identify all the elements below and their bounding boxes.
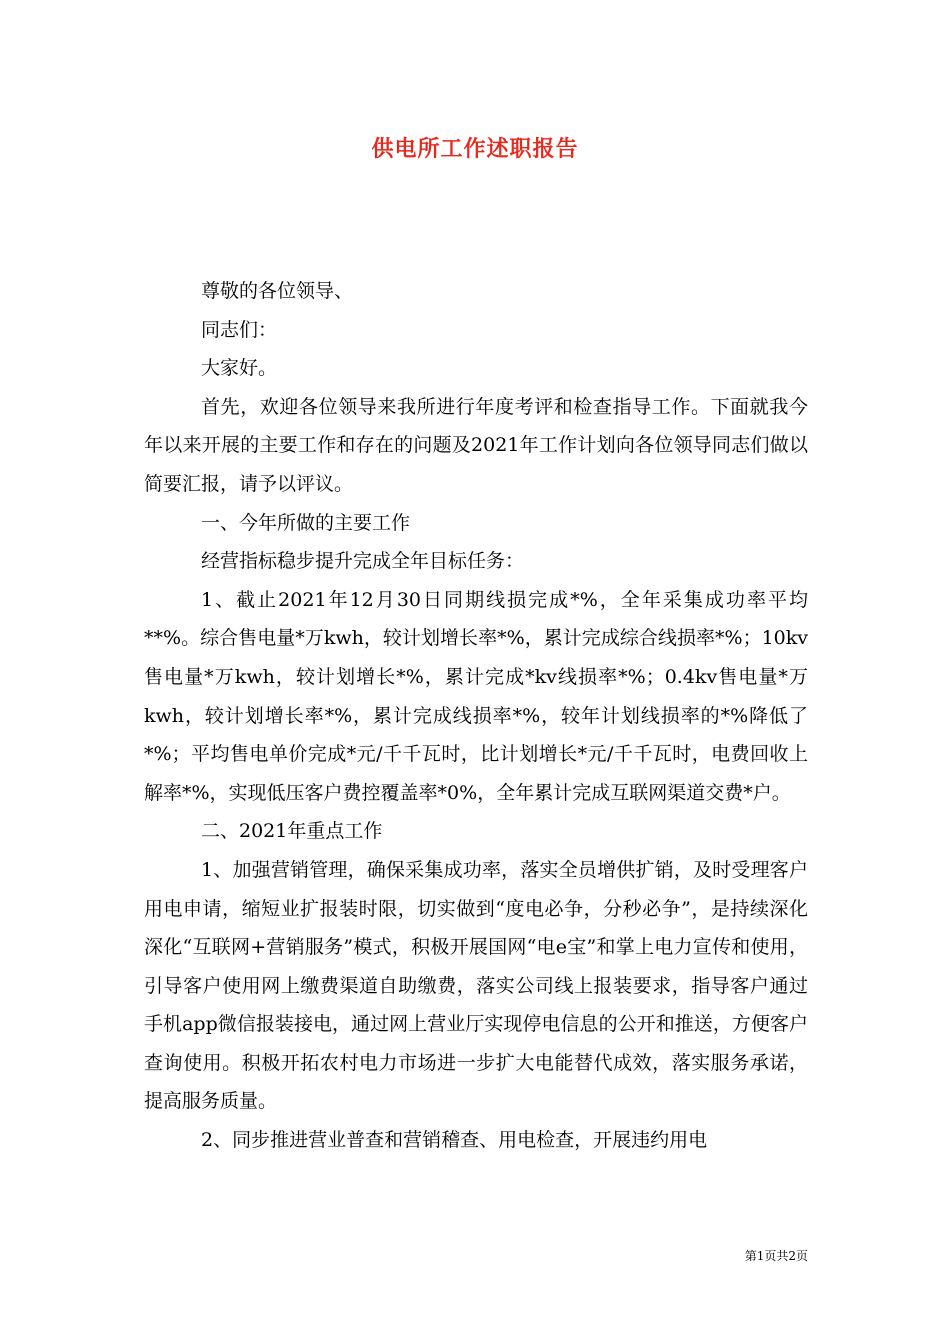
document-body — [144, 272, 808, 1160]
section-heading-2: 二、2021年重点工作 — [201, 820, 383, 843]
document-title: 供电所工作述职报告 — [371, 136, 579, 162]
intro-paragraph: 首先，欢迎各位领导来我所进行年度考评和检查指导工作。下面就我今年以来开展的主要工作和存在的问题及2021年工作计划向各位领导同志们做以简要汇报，请予以评议。 — [144, 395, 808, 495]
salutation-line-2: 同志们： — [201, 318, 278, 341]
indicators-paragraph: 1、截止2021年12月30日同期线损完成*%，全年采集成功率平均**%。综合售电量*万kwh，较计划增长率*%，累计完成综合线损率*%；10kv售电量*万kwh，较计划增长*%，累计完成*kv线损率*%；0.4kv售电量*万kwh，较计划增长率*%，累计完成线损率*%，较年计划线损率的*%降低了*%；平均售电单价完成*元/千千瓦时，比计划增长*元/千千瓦时，电费回收上解率*%，实现低压客户费控覆盖率*0%，全年累计完成互联网渠道交费*户。 — [144, 588, 808, 804]
section-heading-1: 一、今年所做的主要工作 — [201, 511, 411, 534]
subheading-targets: 经营指标稳步提升完成全年目标任务： — [201, 550, 525, 573]
salutation-line-1: 尊敬的各位领导、 — [201, 280, 354, 302]
page-number: 第1页共2页 — [744, 1249, 808, 1263]
marketing-paragraph: 1、加强营销管理，确保采集成功率，落实全员增供扩销，及时受理客户用电申请，缩短业扩报装时限，切实做到“度电必争，分秒必争”，是持续深化深化“互联网+营销服务”模式，积极开展国网“电e宝”和掌上电力宣传和使用，引导客户使用网上缴费渠道自助缴费，落实公司线上报装要求，指导客户通过手机app微信报装接电，通过网上营业厅实现停电信息的公开和推送，方便客户查询使用。积极开拓农村电力市场进一步扩大电能替代成效，落实服务承诺，提高服务质量。 — [144, 858, 808, 1113]
inspection-paragraph: 2、同步推进营业普查和营销稽查、用电检查，开展违约用电 — [201, 1129, 708, 1152]
greeting: 大家好。 — [201, 357, 278, 380]
